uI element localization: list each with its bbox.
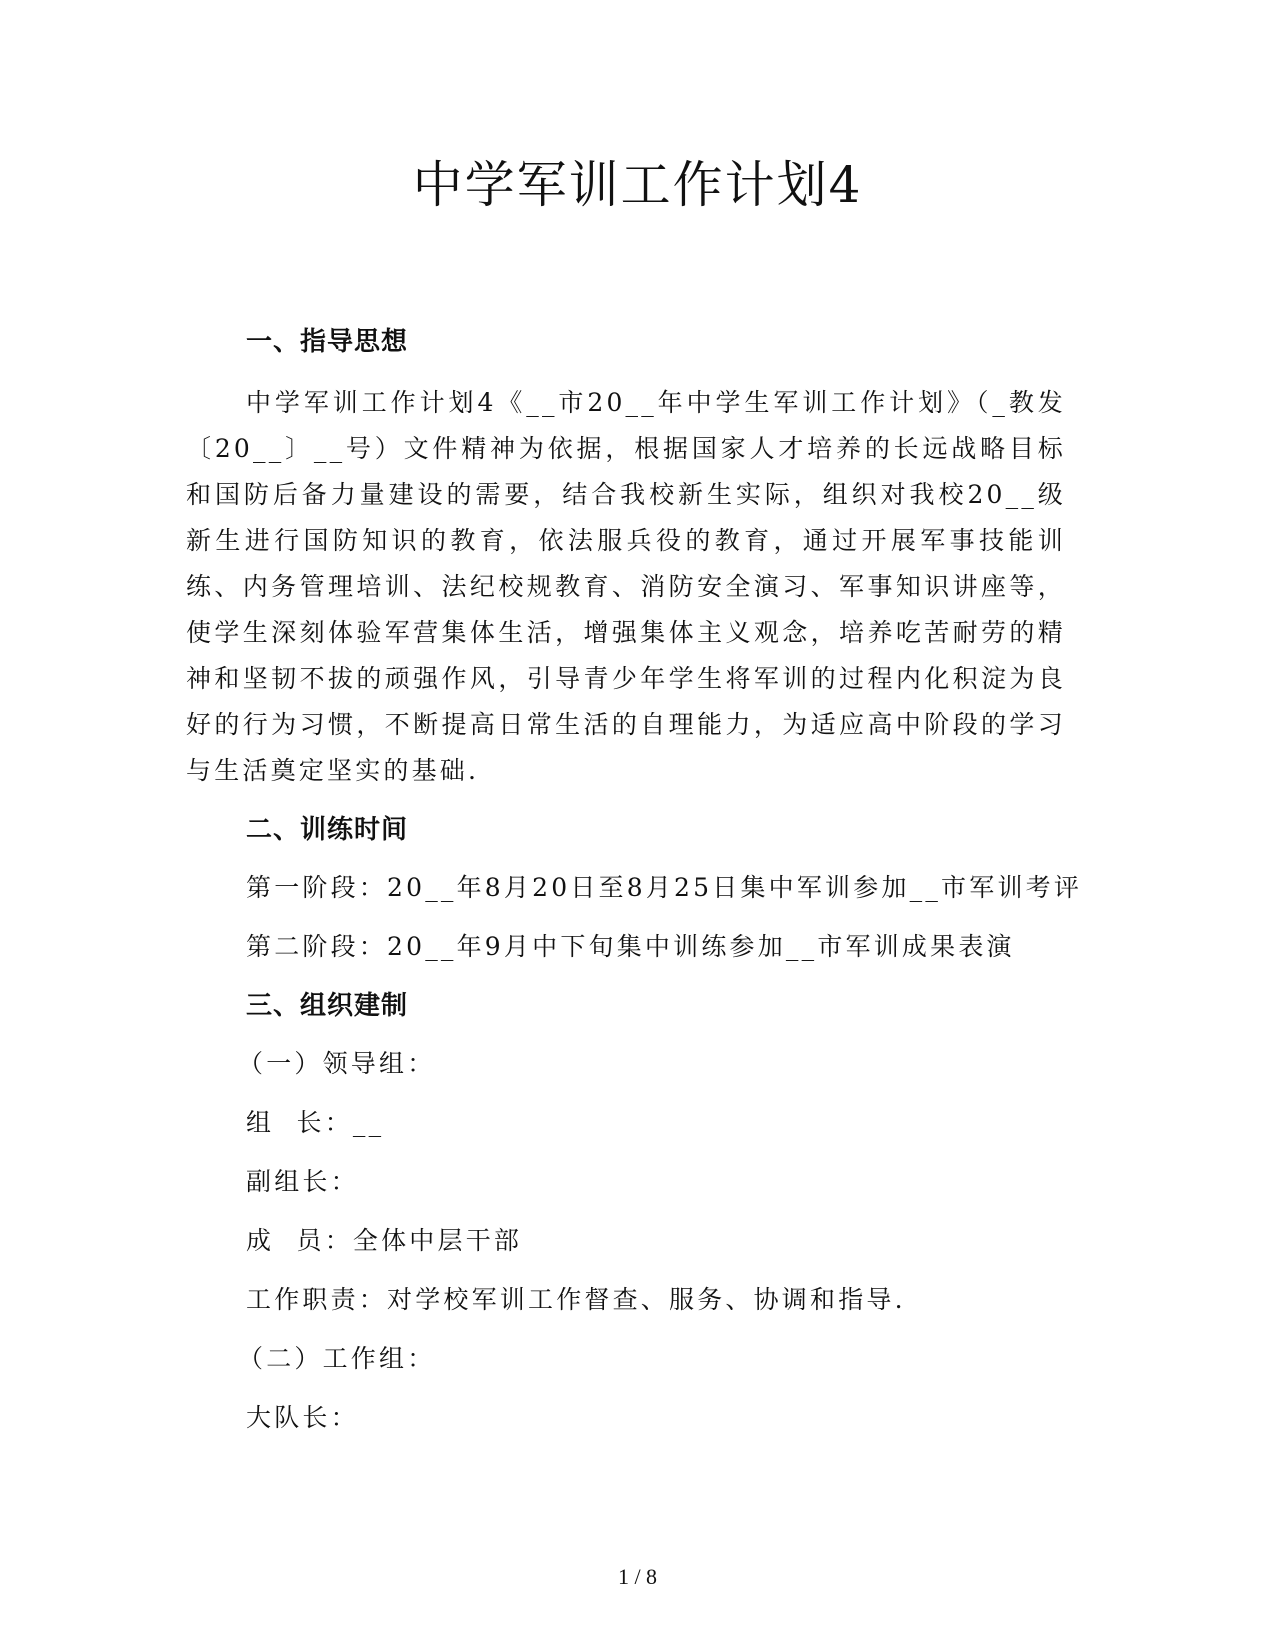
guiding-ideology-paragraph: 中学军训工作计划4《__市20__年中学生军训工作计划》（_教发〔20__〕__号）文件精神为依据，根据国家人才培养的长远战略目标和国防后备力量建设的需要，结合我校新生实际，组织对我校20__级新生进行国防知识的教育，依法服兵役的教育，通过开展军事技能训练、内务管理培训、法纪校规教育、消防安全演习、军事知识讲座等，使学生深刻体验军营集体生活，增强集体主义观念，培养吃苦耐劳的精神和坚韧不拔的顽强作风，引导青少年学生将军训的过程内化积淀为良好的行为习惯，不断提高日常生活的自理能力，为适应高中阶段的学习与生活奠定坚实的基础. <box>186 388 1066 785</box>
document-body <box>186 322 1083 1457</box>
section-heading-guiding-ideology: 一、指导思想 <box>246 327 409 357</box>
training-stage-2: 第二阶段：20__年9月中下旬集中训练参加__市军训成果表演 <box>246 932 1015 961</box>
leadership-group-title: （一）领导组： <box>238 1049 436 1078</box>
training-stage-1: 第一阶段：20__年8月20日至8月25日集中军训参加__市军训考评 <box>246 873 1083 902</box>
section-heading-training-time: 二、训练时间 <box>246 815 409 845</box>
group-leader-line: 组 长：__ <box>246 1108 385 1137</box>
document-title: 中学军训工作计划4 <box>412 156 863 214</box>
vice-leader-line: 副组长： <box>246 1167 359 1196</box>
section-heading-organization: 三、组织建制 <box>246 991 409 1021</box>
page-number: 1 / 8 <box>617 1564 658 1589</box>
members-line: 成 员：全体中层干部 <box>246 1226 523 1255</box>
work-group-title: （二）工作组： <box>238 1344 436 1373</box>
duties-line: 工作职责：对学校军训工作督查、服务、协调和指导. <box>246 1285 906 1314</box>
captain-line: 大队长： <box>246 1403 359 1432</box>
